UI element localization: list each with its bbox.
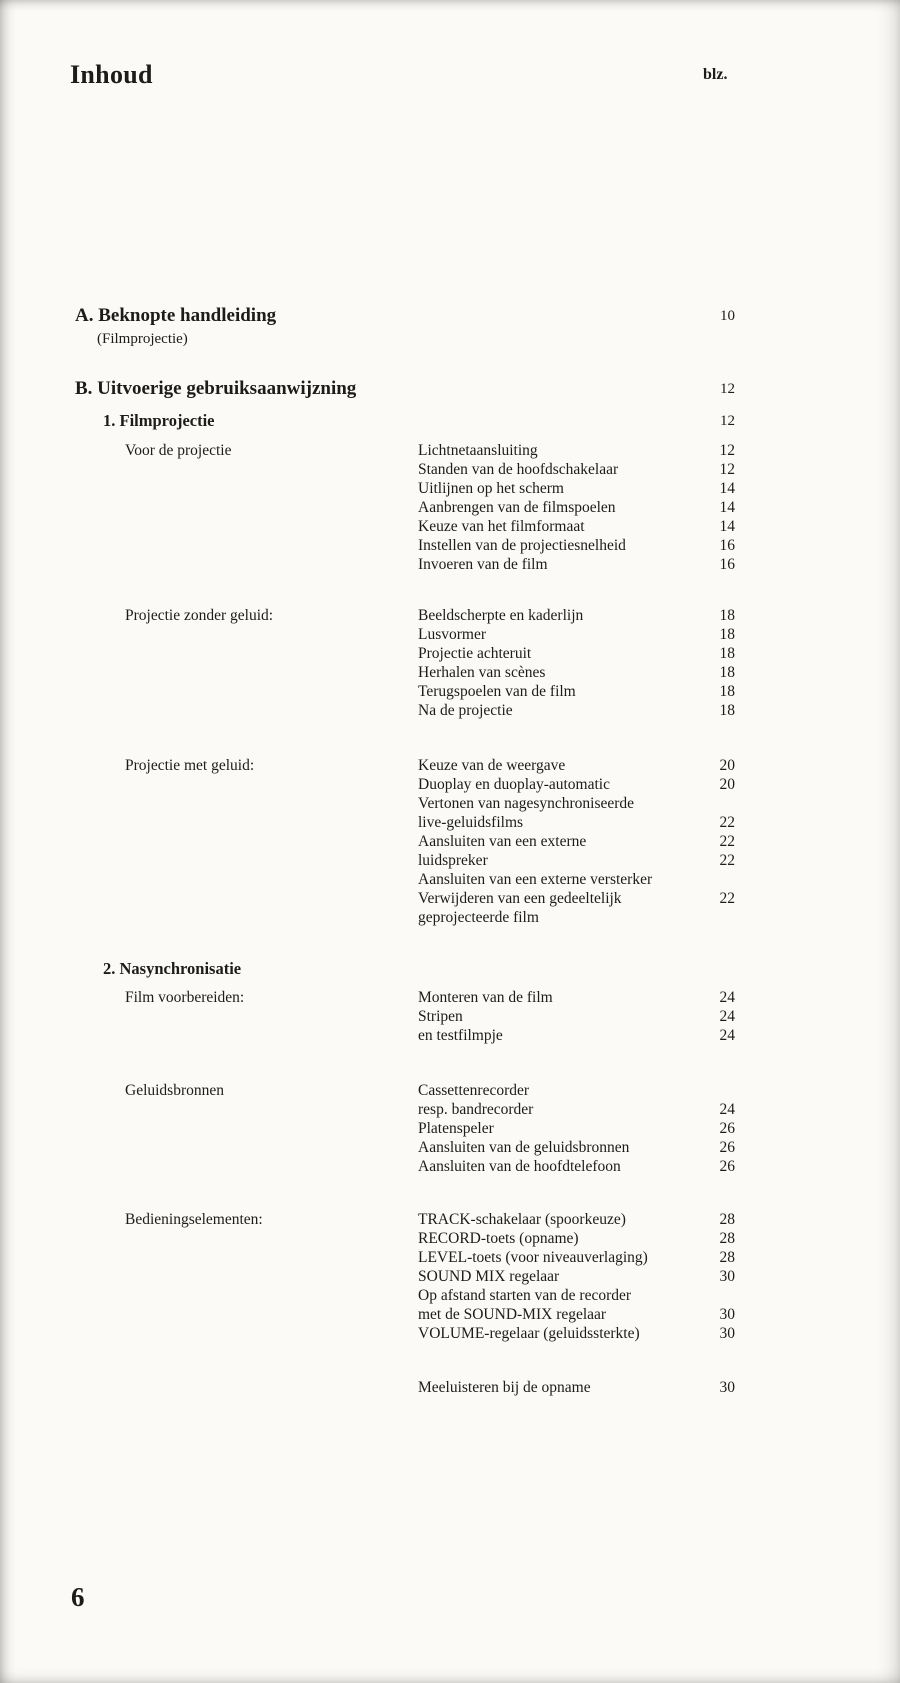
- toc-entry-page: 18: [719, 607, 735, 624]
- toc-entry-page: 26: [719, 1120, 735, 1137]
- toc-entry-text: Lusvormer: [418, 626, 487, 643]
- toc-group-label: Voor de projectie: [125, 442, 232, 459]
- toc-entry-text: Standen van de hoofdschakelaar: [418, 461, 619, 478]
- section-b-page: 12: [720, 381, 735, 397]
- toc-entry-row: [418, 908, 735, 927]
- toc-group-label: Bedieningselementen:: [125, 1211, 263, 1228]
- toc-entry-row: [418, 775, 735, 794]
- toc-entry-row: [418, 701, 735, 720]
- toc-entry-page: 18: [719, 702, 735, 719]
- toc-entry-row: [418, 1100, 735, 1119]
- toc-entry-page: 24: [719, 1101, 735, 1118]
- toc-entry-page: 18: [719, 626, 735, 643]
- toc-entry-row: [418, 794, 735, 813]
- toc-group-entries: [418, 756, 735, 927]
- toc-entry-row: [418, 832, 735, 851]
- toc-entry-row: [418, 1286, 735, 1305]
- toc-entry-page: 24: [719, 1027, 735, 1044]
- toc-entry-text: Cassettenrecorder: [418, 1082, 530, 1099]
- toc-entry-page: 22: [719, 852, 735, 869]
- toc-entry-text: Na de projectie: [418, 702, 513, 719]
- toc-entry-text: Aansluiten van de hoofdtelefoon: [418, 1158, 621, 1175]
- toc-entry-text: LEVEL-toets (voor niveauverlaging): [418, 1249, 648, 1266]
- toc-entry-row: [418, 644, 735, 663]
- toc-entry-text: Aanbrengen van de filmspoelen: [418, 499, 616, 516]
- toc-entry-text: Op afstand starten van de recorder: [418, 1287, 632, 1304]
- toc-entry-text: live-geluidsfilms: [418, 814, 524, 831]
- toc-entry-row: [418, 1157, 735, 1176]
- toc-group-entries: [418, 1081, 735, 1176]
- toc-group-meeluisteren: [125, 1378, 735, 1397]
- toc-entry-row: [418, 1007, 735, 1026]
- toc-entry-text: Aansluiten van een externe: [418, 833, 587, 850]
- toc-group-entries: [418, 441, 735, 574]
- section-a-label: A. Beknopte handleiding: [75, 305, 277, 326]
- toc-entry-page: 30: [719, 1306, 735, 1323]
- toc-entry-row: [418, 889, 735, 908]
- toc-entry-text: Monteren van de film: [418, 989, 553, 1006]
- toc-entry-text: geprojecteerde film: [418, 909, 539, 926]
- toc-entry-row: [418, 1324, 735, 1343]
- toc-entry-page: 28: [719, 1230, 735, 1247]
- toc-entry-page: 22: [719, 890, 735, 907]
- toc-entry-text: Stripen: [418, 1008, 463, 1025]
- toc-entry-page: 18: [719, 645, 735, 662]
- toc-entry-row: [418, 1081, 735, 1100]
- toc-group-geluidsbronnen: [125, 1081, 735, 1176]
- toc-entry-page: 12: [719, 461, 735, 478]
- toc-group-entries: [418, 988, 735, 1045]
- toc-entry-page: 20: [719, 757, 735, 774]
- toc-entry-page: 14: [719, 518, 735, 535]
- toc-entry-text: Lichtnetaansluiting: [418, 442, 538, 459]
- toc-entry-text: resp. bandrecorder: [418, 1101, 534, 1118]
- toc-entry-row: [418, 479, 735, 498]
- toc-entry-page: 28: [719, 1211, 735, 1228]
- section-a-page: 10: [720, 308, 735, 324]
- toc-entry-row: [418, 555, 735, 574]
- subsection-2-label: 2. Nasynchronisatie: [103, 959, 242, 978]
- toc-entry-text: Uitlijnen op het scherm: [418, 480, 564, 497]
- section-a-sublabel: (Filmprojectie): [97, 331, 188, 347]
- toc-entry-text: Beeldscherpte en kaderlijn: [418, 607, 584, 624]
- toc-entry-text: Duoplay en duoplay-automatic: [418, 776, 610, 793]
- toc-entry-page: 12: [719, 442, 735, 459]
- toc-entry-row: [418, 1229, 735, 1248]
- toc-entry-row: [418, 1267, 735, 1286]
- toc-entry-row: [418, 460, 735, 479]
- toc-group-voor-de-projectie: [125, 441, 735, 574]
- toc-entry-row: [418, 1138, 735, 1157]
- folio-page-number: 6: [71, 1582, 85, 1612]
- toc-entry-text: Terugspoelen van de film: [418, 683, 576, 700]
- toc-group-label: Projectie met geluid:: [125, 757, 255, 774]
- toc-entry-text: Instellen van de projectiesnelheid: [418, 537, 626, 554]
- subsection-2-row: [103, 959, 735, 979]
- toc-entry-row: [418, 1248, 735, 1267]
- section-b-label: B. Uitvoerige gebruiksaanwijzning: [75, 378, 357, 399]
- toc-entry-text: Vertonen van nagesynchroniseerde: [418, 795, 635, 812]
- toc-entry-text: Projectie achteruit: [418, 645, 532, 662]
- toc-entry-page: 16: [719, 556, 735, 573]
- toc-entry-page: 18: [719, 664, 735, 681]
- toc-entry-text: Verwijderen van een gedeeltelijk: [418, 890, 622, 907]
- toc-entry-text: en testfilmpje: [418, 1027, 503, 1044]
- toc-entry-page: 14: [719, 480, 735, 497]
- toc-group-projectie-met-geluid: [125, 756, 735, 927]
- toc-entry-page: 30: [719, 1268, 735, 1285]
- toc-entry-text: luidspreker: [418, 852, 488, 869]
- toc-group-entries: [418, 606, 735, 720]
- toc-entry-page: 22: [719, 814, 735, 831]
- toc-entry-page: 24: [719, 1008, 735, 1025]
- toc-entry-text: Keuze van het filmformaat: [418, 518, 585, 535]
- subsection-1-row: [103, 411, 735, 431]
- toc-entry-row: [418, 682, 735, 701]
- toc-entry-row: [418, 1378, 735, 1397]
- toc-group-entries: [418, 1210, 735, 1343]
- toc-entry-text: Meeluisteren bij de opname: [418, 1379, 591, 1396]
- toc-entry-text: Aansluiten van de geluidsbronnen: [418, 1139, 630, 1156]
- toc-entry-page: 26: [719, 1158, 735, 1175]
- toc-entry-text: Invoeren van de film: [418, 556, 548, 573]
- toc-entry-page: 14: [719, 499, 735, 516]
- toc-entry-row: [418, 663, 735, 682]
- toc-group-label: Geluidsbronnen: [125, 1082, 225, 1099]
- toc-entry-page: 28: [719, 1249, 735, 1266]
- toc-entry-row: [418, 625, 735, 644]
- toc-entry-text: met de SOUND-MIX regelaar: [418, 1306, 607, 1323]
- toc-group-entries: [418, 1378, 735, 1397]
- toc-entry-text: VOLUME-regelaar (geluidssterkte): [418, 1325, 640, 1342]
- toc-entry-row: [418, 1305, 735, 1324]
- toc-group-label: Film voorbereiden:: [125, 989, 245, 1006]
- page-title: Inhoud: [70, 60, 153, 89]
- toc-entry-text: TRACK-schakelaar (spoorkeuze): [418, 1211, 626, 1228]
- toc-entry-page: 18: [719, 683, 735, 700]
- toc-entry-row: [418, 756, 735, 775]
- toc-entry-row: [418, 1119, 735, 1138]
- toc-entry-text: RECORD-toets (opname): [418, 1230, 579, 1247]
- toc-entry-page: 16: [719, 537, 735, 554]
- toc-entry-row: [418, 813, 735, 832]
- toc-entry-page: 22: [719, 833, 735, 850]
- toc-entry-row: [418, 441, 735, 460]
- subsection-1-page: 12: [720, 413, 735, 429]
- toc-entry-row: [418, 870, 735, 889]
- toc-entry-page: 30: [719, 1379, 735, 1396]
- toc-entry-page: 24: [719, 989, 735, 1006]
- subsection-1-label: 1. Filmprojectie: [103, 411, 215, 430]
- toc-entry-text: Aansluiten van een externe versterker: [418, 871, 653, 888]
- page-column-label: blz.: [703, 66, 728, 83]
- section-a-row: [75, 305, 735, 327]
- toc-entry-row: [418, 606, 735, 625]
- toc-entry-row: [418, 1026, 735, 1045]
- toc-entry-row: [418, 536, 735, 555]
- toc-entry-text: Keuze van de weergave: [418, 757, 566, 774]
- toc-entry-page: 30: [719, 1325, 735, 1342]
- toc-entry-text: Herhalen van scènes: [418, 664, 546, 681]
- toc-entry-text: SOUND MIX regelaar: [418, 1268, 560, 1285]
- toc-group-bedieningselementen: [125, 1210, 735, 1343]
- toc-entry-row: [418, 498, 735, 517]
- toc-entry-text: Platenspeler: [418, 1120, 494, 1137]
- toc-group-film-voorbereiden: [125, 988, 735, 1045]
- toc-entry-page: 26: [719, 1139, 735, 1156]
- toc-entry-row: [418, 1210, 735, 1229]
- toc-group-projectie-zonder-geluid: [125, 606, 735, 720]
- toc-entry-row: [418, 851, 735, 870]
- toc-entry-page: 20: [719, 776, 735, 793]
- section-b-row: [75, 378, 735, 400]
- toc-entry-row: [418, 988, 735, 1007]
- toc-group-label: Projectie zonder geluid:: [125, 607, 274, 624]
- toc-entry-row: [418, 517, 735, 536]
